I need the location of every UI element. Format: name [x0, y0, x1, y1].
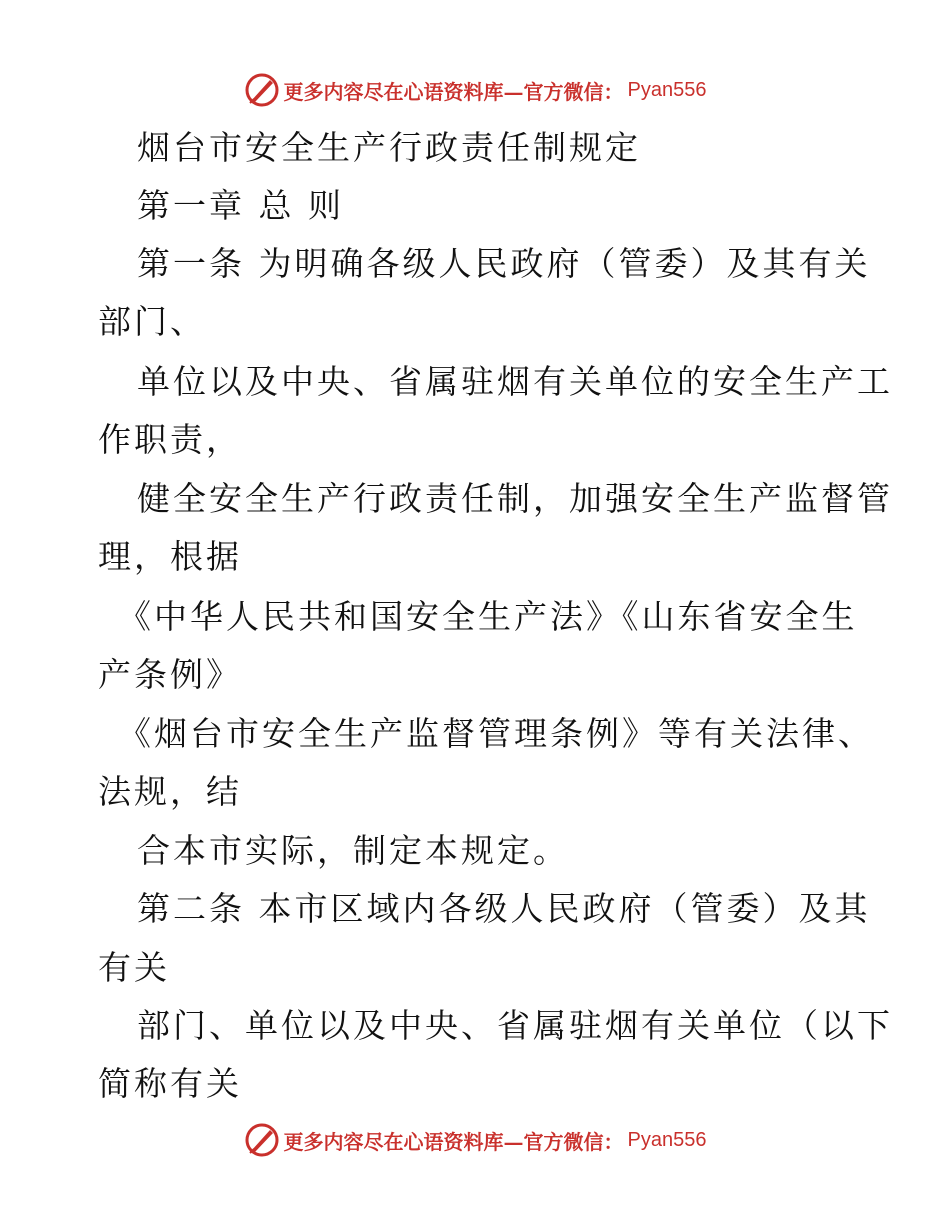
text-line: 部门、单位以及中央、省属驻烟有关单位（以下 — [137, 1006, 893, 1045]
text-line: 单位以及中央、省属驻烟有关单位的安全生产工 — [137, 362, 893, 401]
text-line: 法规，结 — [98, 772, 242, 811]
header-watermark — [0, 70, 950, 110]
footer-watermark — [0, 1120, 950, 1160]
document-title: 烟台市安全生产行政责任制规定 — [137, 128, 641, 167]
text-line: 作职责， — [98, 420, 242, 459]
watermark-wechat-id: Pyan556 — [627, 1128, 707, 1151]
watermark-text: 更多内容尽在心语资料库—官方微信： — [283, 79, 624, 104]
text-line: 合本市实际，制定本规定。 — [137, 831, 569, 870]
watermark-wechat-id: Pyan556 — [627, 78, 707, 101]
quill-pen-logo-icon — [244, 72, 280, 108]
text-line: 产条例》 — [98, 655, 242, 694]
quill-pen-logo-icon — [244, 1122, 280, 1158]
text-line: 《烟台市安全生产监督管理条例》等有关法律、 — [118, 714, 874, 753]
text-line: 理，根据 — [98, 537, 242, 576]
text-line: 《中华人民共和国安全生产法》《山东省安全生 — [118, 597, 858, 636]
text-line: 健全安全生产行政责任制，加强安全生产监督管 — [137, 479, 893, 518]
chapter-heading: 第一章 总 则 — [137, 186, 344, 225]
text-line: 第一条 为明确各级人民政府（管委）及其有关 — [137, 244, 871, 283]
watermark-text: 更多内容尽在心语资料库—官方微信： — [283, 1129, 624, 1154]
text-line: 有关 — [98, 948, 170, 987]
text-line: 第二条 本市区域内各级人民政府（管委）及其 — [137, 889, 871, 928]
text-line: 部门、 — [98, 302, 206, 341]
text-line: 简称有关 — [98, 1064, 242, 1103]
